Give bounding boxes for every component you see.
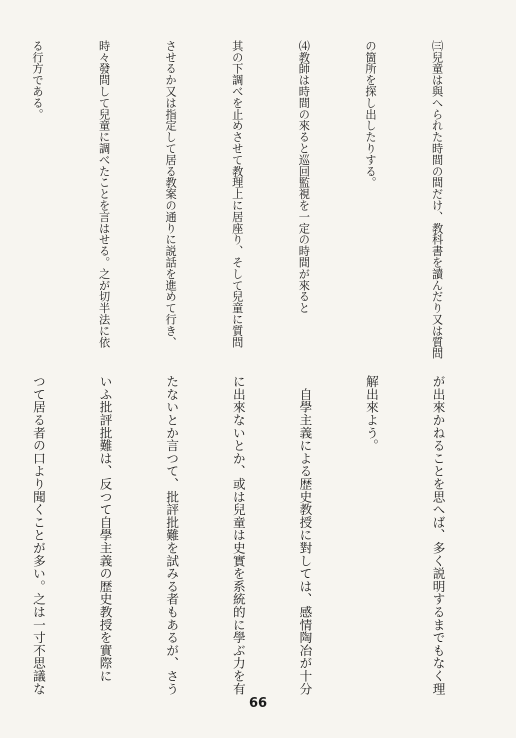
text-column: ⑷教師は時間の來ると巡回監視を一定の時間が來ると <box>297 40 311 314</box>
text-column: ㈢兒童は與へられた時間の間だけ、教科書を讀んだり又は質問 <box>430 40 444 360</box>
text-column: つて居る者の口より聞くことが多い。之は一寸不思議な <box>30 375 46 695</box>
text-column: の箇所を探し出したりする。 <box>363 40 377 189</box>
text-column: 其の下調べを止めさせて教理上に居座り、そして兒童に質問 <box>230 40 244 348</box>
text-column: いふ批評批難は、反つて自學主義の歴史教授を實際に <box>97 375 113 683</box>
text-column: に出來ないとか、或は兒童は史實を系統的に學ぶ力を有 <box>230 375 246 695</box>
text-column: る行方である。 <box>30 40 44 120</box>
text-column: 自學主義による歴史教授に對しては、感情陶冶が十分 <box>297 375 313 695</box>
lower-text-block <box>0 375 493 695</box>
upper-text-block <box>0 40 492 360</box>
text-column: が出來かねることを思へば、多く説明するまでもなく理 <box>430 375 446 695</box>
text-column: 解出來よう。 <box>363 375 379 452</box>
text-column: たないとか言つて、批評批難を試みる者もあるが、さう <box>164 375 180 695</box>
text-column: 時々發問して兒童に調べたことを言はせる。之が切半法に依 <box>97 40 111 348</box>
page-number: 66 <box>248 696 268 711</box>
text-column: させるか又は指定して居る教案の通りに説話を進めて行き、 <box>164 40 178 348</box>
